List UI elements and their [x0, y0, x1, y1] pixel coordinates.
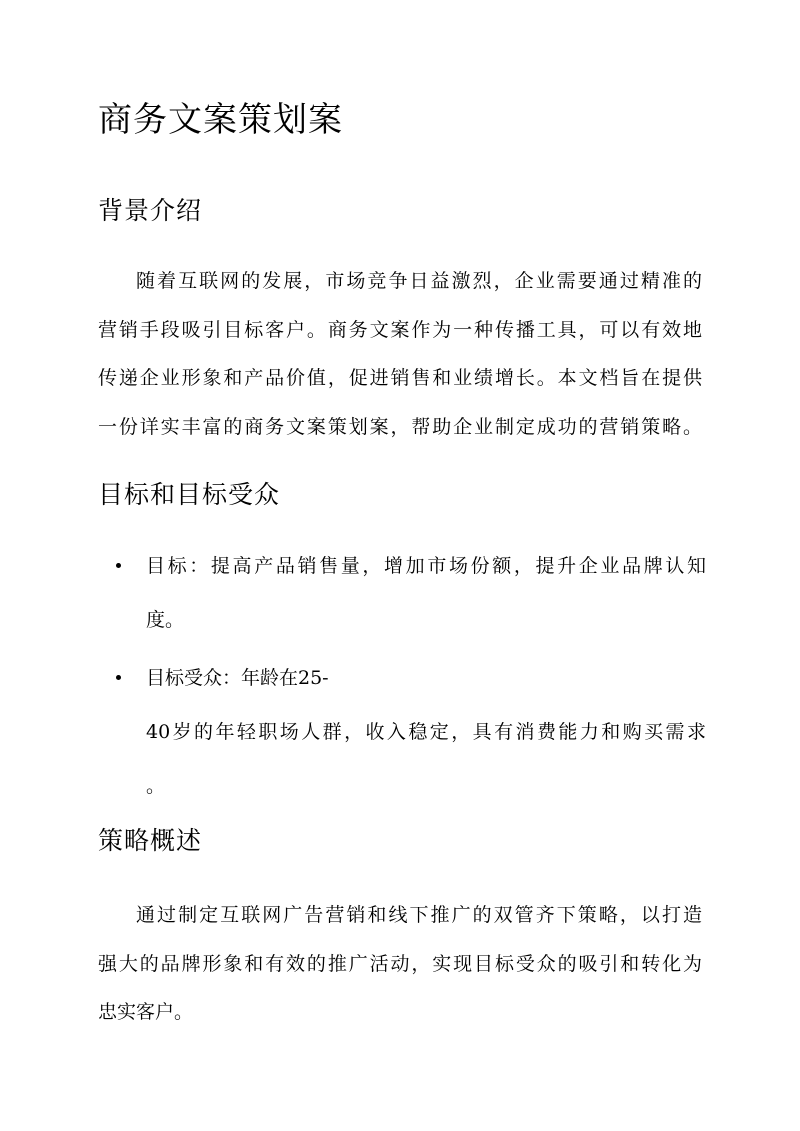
list-item-line: 目标：提高产品销售量，增加市场份额，提升企业品牌认知: [146, 555, 706, 577]
bullet-icon: [116, 675, 121, 680]
section-heading-strategy: 策略概述: [98, 826, 203, 855]
background-paragraph: [98, 257, 702, 451]
paragraph-line: 营销手段吸引目标客户。商务文案作为一种传播工具，可以有效地: [98, 318, 702, 341]
section-heading-background: 背景介绍: [98, 196, 203, 225]
list-item-line: 度。: [146, 609, 185, 631]
list-item-line: 目标受众：年龄在25-: [146, 667, 329, 689]
section-heading-goals-audience: 目标和目标受众: [98, 480, 281, 509]
paragraph-line: 传递企业形象和产品价值，促进销售和业绩增长。本文档旨在提供: [98, 367, 702, 389]
paragraph-line: 随着互联网的发展，市场竞争日益激烈，企业需要通过精准的: [136, 270, 702, 292]
list-item-line: 。: [146, 775, 166, 797]
paragraph-line: 强大的品牌形象和有效的推广活动，实现目标受众的吸引和转化为: [98, 952, 702, 975]
bullet-icon: [116, 563, 121, 568]
document-title: 商务文案策划案: [98, 100, 343, 140]
list-item-line: 40岁的年轻职场人群，收入稳定，具有消费能力和购买需求: [146, 721, 706, 743]
paragraph-line: 一份详实丰富的商务文案策划案，帮助企业制定成功的营销策略。: [98, 415, 702, 438]
paragraph-line: 通过制定互联网广告营销和线下推广的双管齐下策略，以打造: [136, 904, 702, 926]
strategy-paragraph: [98, 891, 702, 1037]
paragraph-line: 忠实客户。: [98, 1001, 194, 1023]
